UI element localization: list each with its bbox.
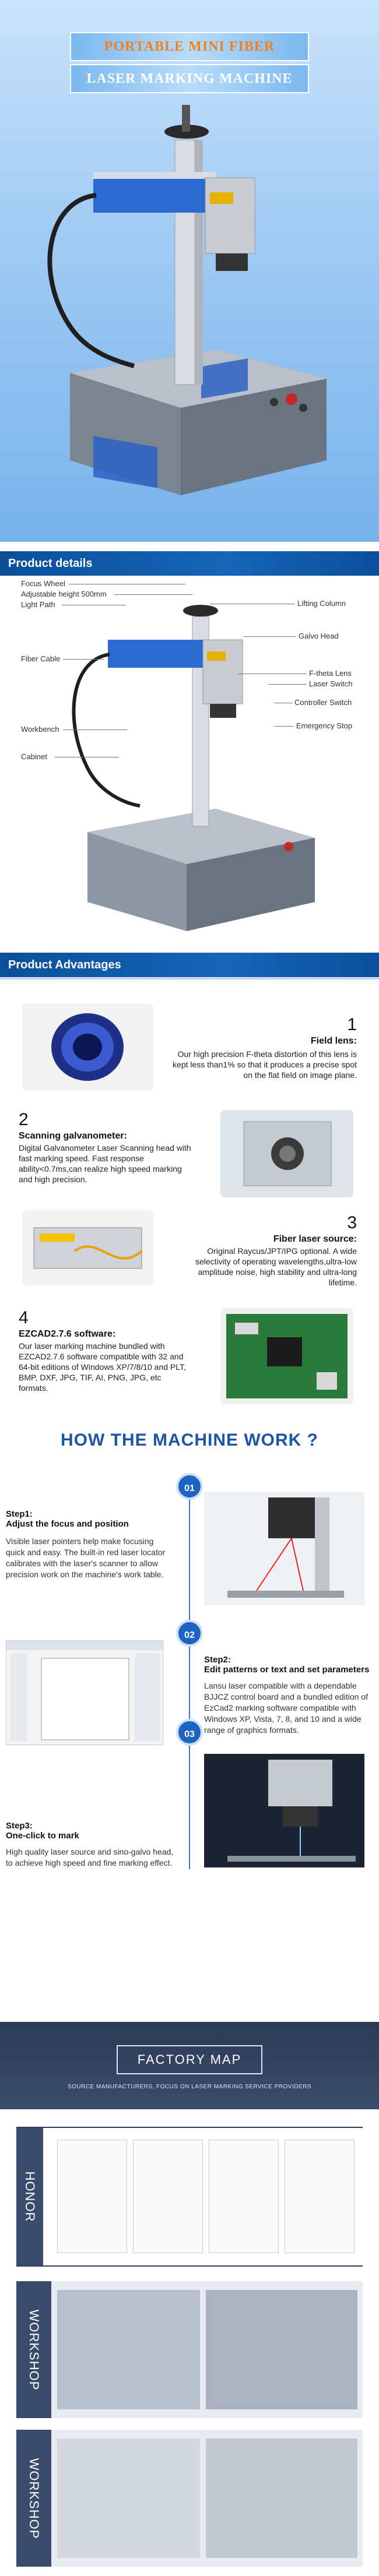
hero-title-line2: LASER MARKING MACHINE <box>70 64 309 93</box>
laser-source-icon <box>22 1210 153 1286</box>
step-text: Lansu laser compatible with a dependable BJJCZ control board and a bundled edition of EzCad2 marking software compatible with Windows XP, Vista, 7, 8, and 10 and a wide range of graphics formats. <box>204 1681 368 1735</box>
certificate-image <box>133 2140 203 2253</box>
factory-row-honor <box>16 2127 363 2267</box>
circuit-board-icon <box>220 1308 353 1404</box>
step-number-badge: 02 <box>176 1620 203 1647</box>
advantage-title: Scanning galvanometer: <box>19 1131 127 1141</box>
step-text: High quality laser source and sino-galvo head, to achieve high speed and fine marking effect. <box>6 1847 174 1867</box>
callout-line <box>268 684 307 685</box>
field-lens-image <box>22 1003 153 1091</box>
steps-timeline <box>189 1473 190 1869</box>
callout-galvo-head: Galvo Head <box>299 632 339 640</box>
factory-row-label: HONOR <box>16 2128 43 2265</box>
how-it-works-heading: HOW THE MACHINE WORK ? <box>61 1430 318 1450</box>
callout-f-theta-lens: F-theta Lens <box>309 669 352 678</box>
workshop-photo <box>57 2290 200 2409</box>
software-window-icon <box>6 1641 164 1746</box>
advantage-text: Our high precision F-theta distortion of this lens is kept less than1% so that it produces a precise spot on the flat field on image plane. <box>173 1049 357 1080</box>
product-advantages-heading: Product Advantages <box>0 953 379 977</box>
product-details-diagram <box>0 576 379 949</box>
step-3 <box>6 1821 175 1869</box>
callout-workbench: Workbench <box>21 725 59 734</box>
advantage-title: Fiber laser source: <box>273 1234 357 1244</box>
workshop-photo <box>57 2438 200 2558</box>
hero-banner <box>0 0 379 542</box>
advantage-text: Digital Galvanometer Laser Scanning head with fast marking speed. Fast response ability<0.7ms,can realize high speed marking and high precision. <box>19 1143 191 1184</box>
factory-row-workshop <box>16 2281 363 2418</box>
galvo-head-icon <box>220 1110 353 1197</box>
callout-adjustable-height: Adjustable height 500mm <box>21 590 107 598</box>
advantage-text: Our laser marking machine bundled with EZCAD2.7.6 software compatible with 32 and 64-bit editions of Windows XP/7/8/10 and PLT, BMP, DXF, JPG, TIF, AI, PNG, JPG, etc formats. <box>19 1341 186 1393</box>
laser-source-image <box>22 1210 153 1286</box>
step-title: Edit patterns or text and set parameters <box>204 1665 370 1675</box>
callout-line <box>274 726 294 727</box>
advantage-number: 2 <box>19 1110 29 1129</box>
callout-line <box>114 594 192 595</box>
callout-line <box>244 636 296 637</box>
factory-subtitle: SOURCE MANUFACTURERS, FOCUS ON LASER MARKING SERVICE PROVIDERS <box>67 2084 312 2090</box>
machine-illustration <box>0 0 379 542</box>
advantage-item <box>0 1104 379 1203</box>
step-label: Step1: <box>6 1509 33 1519</box>
factory-map-section <box>0 2022 379 2576</box>
callout-cabinet: Cabinet <box>21 752 47 761</box>
callout-emergency-stop: Emergency Stop <box>296 721 353 730</box>
advantage-title: Field lens: <box>310 1036 357 1046</box>
hero-title-line1: PORTABLE MINI FIBER <box>70 32 309 61</box>
step-text: Visible laser pointers help make focusing quick and easy. The built-in red laser locator calibrates with the laser's scanner to allow precision work on the machine's work table. <box>6 1537 166 1579</box>
product-details-heading: Product details <box>0 551 379 576</box>
certificate-image <box>285 2140 355 2253</box>
callout-lifting-column: Lifting Column <box>297 599 346 608</box>
advantage-number: 3 <box>347 1213 357 1232</box>
step-label: Step3: <box>6 1821 33 1831</box>
advantage-title: EZCAD2.7.6 software: <box>19 1329 116 1339</box>
step-number-badge: 03 <box>176 1719 203 1746</box>
marking-head-icon <box>204 1754 364 1867</box>
factory-header <box>0 2022 379 2109</box>
step-title: Adjust the focus and position <box>6 1519 129 1529</box>
advantage-text: Original Raycus/JPT/IPG optional. A wide selectivity of operating wavelengths,ultra-low amplitude noise, high stability and ultra-long lifetime. <box>195 1246 357 1287</box>
step-title: One-click to mark <box>6 1831 79 1841</box>
galvanometer-image <box>220 1110 353 1197</box>
certificate-image <box>209 2140 279 2253</box>
control-board-image <box>220 1308 353 1404</box>
factory-row-label: WORKSHOP <box>16 2281 51 2418</box>
advantage-item <box>0 1207 379 1303</box>
step-label: Step2: <box>204 1655 231 1665</box>
callout-fiber-cable: Fiber Cable <box>21 654 61 663</box>
factory-row-workshop <box>16 2430 363 2567</box>
callout-focus-wheel: Focus Wheel <box>21 579 65 588</box>
lens-icon <box>22 1003 153 1091</box>
callout-line <box>63 659 104 660</box>
step-2 <box>204 1655 373 1736</box>
factory-row-label: WORKSHOP <box>16 2430 51 2567</box>
workshop-photo <box>206 2290 357 2409</box>
workshop-photo <box>206 2438 357 2558</box>
step-1-image <box>204 1492 364 1605</box>
certificate-image <box>57 2140 127 2253</box>
callout-controller-switch: Controller Switch <box>294 698 352 707</box>
advantage-item <box>0 1308 379 1410</box>
step-2-image <box>6 1640 163 1745</box>
advantage-number: 4 <box>19 1308 29 1327</box>
factory-map-heading: FACTORY MAP <box>117 2045 262 2074</box>
advantage-item <box>0 1003 379 1097</box>
step-1 <box>6 1509 169 1580</box>
callout-laser-switch: Laser Switch <box>309 679 353 688</box>
callout-light-path: Light Path <box>21 600 55 609</box>
advantage-number: 1 <box>347 1015 357 1034</box>
step-3-image <box>204 1754 364 1867</box>
focus-laser-icon <box>204 1492 364 1605</box>
step-number-badge: 01 <box>176 1473 203 1500</box>
